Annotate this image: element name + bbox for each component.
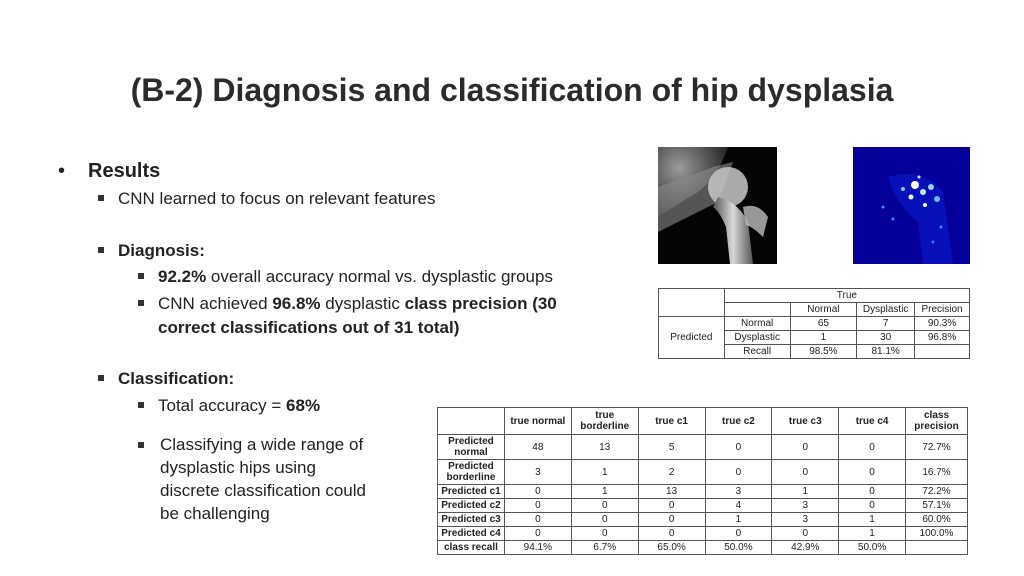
square-bullet-icon: [138, 442, 144, 448]
table-cell: 0: [839, 499, 906, 513]
table-cell: 42.9%: [772, 541, 839, 555]
table-cell: [906, 541, 968, 555]
table-cell: 13: [571, 435, 638, 460]
table-cell: 72.2%: [906, 485, 968, 499]
square-bullet-icon: [138, 402, 144, 408]
diag-precision-value: 96.8%: [272, 294, 321, 313]
table-cell: 96.8%: [915, 331, 970, 345]
table-cell: 0: [705, 435, 772, 460]
row-label: Predicted c2: [438, 499, 505, 513]
row-label: Predicted borderline: [438, 460, 505, 485]
table-cell: 30: [857, 331, 915, 345]
corner-cell: [438, 408, 505, 435]
table-cell: 100.0%: [906, 527, 968, 541]
hip-xray-image: [658, 147, 777, 264]
col-header: true borderline: [571, 408, 638, 435]
diag-precision-bold: class precision (30: [404, 294, 557, 313]
class-challenge-line: dysplastic hips using: [160, 458, 316, 477]
table-cell: 3: [772, 513, 839, 527]
square-bullet-icon: [138, 300, 144, 306]
table-cell: 0: [504, 485, 571, 499]
row-label: Dysplastic: [724, 331, 790, 345]
col-header: true c2: [705, 408, 772, 435]
table-cell: 0: [638, 513, 705, 527]
table-cell: 1: [790, 331, 857, 345]
table-cell: 65: [790, 317, 857, 331]
class-accuracy-item: [138, 396, 320, 416]
table-cell: 1: [772, 485, 839, 499]
class-challenge-line: Classifying a wide range of: [160, 435, 364, 454]
table-cell: [915, 345, 970, 359]
table-cell: 0: [772, 460, 839, 485]
table-cell: 0: [772, 435, 839, 460]
col-header: true c4: [839, 408, 906, 435]
square-bullet-icon: [138, 273, 144, 279]
table-cell: 0: [839, 435, 906, 460]
table-cell: 50.0%: [839, 541, 906, 555]
diag-accuracy-item: [138, 267, 553, 287]
diagnosis-confusion-table: [658, 288, 970, 359]
table-cell: 3: [772, 499, 839, 513]
diag-precision-pre: CNN achieved: [158, 294, 273, 313]
table-cell: 16.7%: [906, 460, 968, 485]
class-accuracy-pre: Total accuracy =: [158, 396, 287, 415]
table-cell: 0: [571, 527, 638, 541]
table-cell: 90.3%: [915, 317, 970, 331]
cnn-focus-item: [98, 189, 436, 209]
table-cell: 50.0%: [705, 541, 772, 555]
col-header: Precision: [915, 303, 970, 317]
col-header: true normal: [504, 408, 571, 435]
table-cell: 2: [638, 460, 705, 485]
table-cell: 6.7%: [571, 541, 638, 555]
class-challenge-line: be challenging: [160, 504, 270, 523]
square-bullet-icon: [98, 195, 104, 201]
predicted-label: Predicted: [659, 317, 725, 359]
diag-precision-item: [138, 294, 557, 314]
table-cell: 0: [638, 499, 705, 513]
square-bullet-icon: [98, 247, 104, 253]
row-label: class recall: [438, 541, 505, 555]
row-label: Recall: [724, 345, 790, 359]
classification-item: [98, 369, 234, 389]
table-cell: 0: [571, 499, 638, 513]
classification-label: Classification:: [118, 369, 235, 388]
diag-precision-mid: dysplastic: [320, 294, 405, 313]
table-cell: 0: [504, 499, 571, 513]
true-header: True: [724, 289, 969, 303]
diagnosis-label: Diagnosis:: [118, 241, 205, 260]
table-cell: 94.1%: [504, 541, 571, 555]
table-cell: 3: [705, 485, 772, 499]
table-cell: 0: [772, 527, 839, 541]
table-cell: 98.5%: [790, 345, 857, 359]
bullet-icon: •: [58, 160, 66, 182]
table-cell: 3: [504, 460, 571, 485]
cnn-focus-text: CNN learned to focus on relevant features: [118, 189, 436, 208]
table-cell: 5: [638, 435, 705, 460]
corner-cell: [659, 289, 725, 317]
col-header: Dysplastic: [857, 303, 915, 317]
row-label: Predicted c3: [438, 513, 505, 527]
table-cell: 81.1%: [857, 345, 915, 359]
diag-precision-line2: correct classifications out of 31 total): [158, 318, 460, 337]
row-label: Predicted normal: [438, 435, 505, 460]
table-cell: 57.1%: [906, 499, 968, 513]
cnn-heatmap-image: [853, 147, 970, 264]
results-label: Results: [88, 160, 161, 182]
class-challenge-line: discrete classification could: [160, 481, 366, 500]
table-cell: 13: [638, 485, 705, 499]
col-header: Normal: [790, 303, 857, 317]
blank-cell: [724, 303, 790, 317]
table-cell: 65.0%: [638, 541, 705, 555]
row-label: Predicted c4: [438, 527, 505, 541]
table-cell: 1: [839, 527, 906, 541]
table-cell: 0: [571, 513, 638, 527]
table-cell: 0: [705, 527, 772, 541]
table-cell: 0: [705, 460, 772, 485]
table-cell: 0: [839, 485, 906, 499]
table-cell: 1: [571, 485, 638, 499]
table-cell: 48: [504, 435, 571, 460]
table-cell: 0: [839, 460, 906, 485]
slide-title: (B-2) Diagnosis and classification of hip dysplasia: [130, 72, 894, 108]
col-header: true c1: [638, 408, 705, 435]
table-cell: 72.7%: [906, 435, 968, 460]
table-cell: 1: [705, 513, 772, 527]
results-heading: [58, 160, 160, 183]
table-cell: 4: [705, 499, 772, 513]
col-header: class precision: [906, 408, 968, 435]
table-cell: 0: [638, 527, 705, 541]
table-cell: 60.0%: [906, 513, 968, 527]
diag-accuracy-value: 92.2%: [158, 267, 207, 286]
diag-accuracy-text: overall accuracy normal vs. dysplastic groups: [206, 267, 553, 286]
table-cell: 0: [504, 513, 571, 527]
square-bullet-icon: [98, 375, 104, 381]
class-accuracy-value: 68%: [286, 396, 321, 415]
row-label: Normal: [724, 317, 790, 331]
table-cell: 7: [857, 317, 915, 331]
table-cell: 0: [504, 527, 571, 541]
table-cell: 1: [571, 460, 638, 485]
diagnosis-item: [98, 241, 205, 261]
table-cell: 1: [839, 513, 906, 527]
classification-confusion-table: [437, 407, 968, 555]
row-label: Predicted c1: [438, 485, 505, 499]
col-header: true c3: [772, 408, 839, 435]
